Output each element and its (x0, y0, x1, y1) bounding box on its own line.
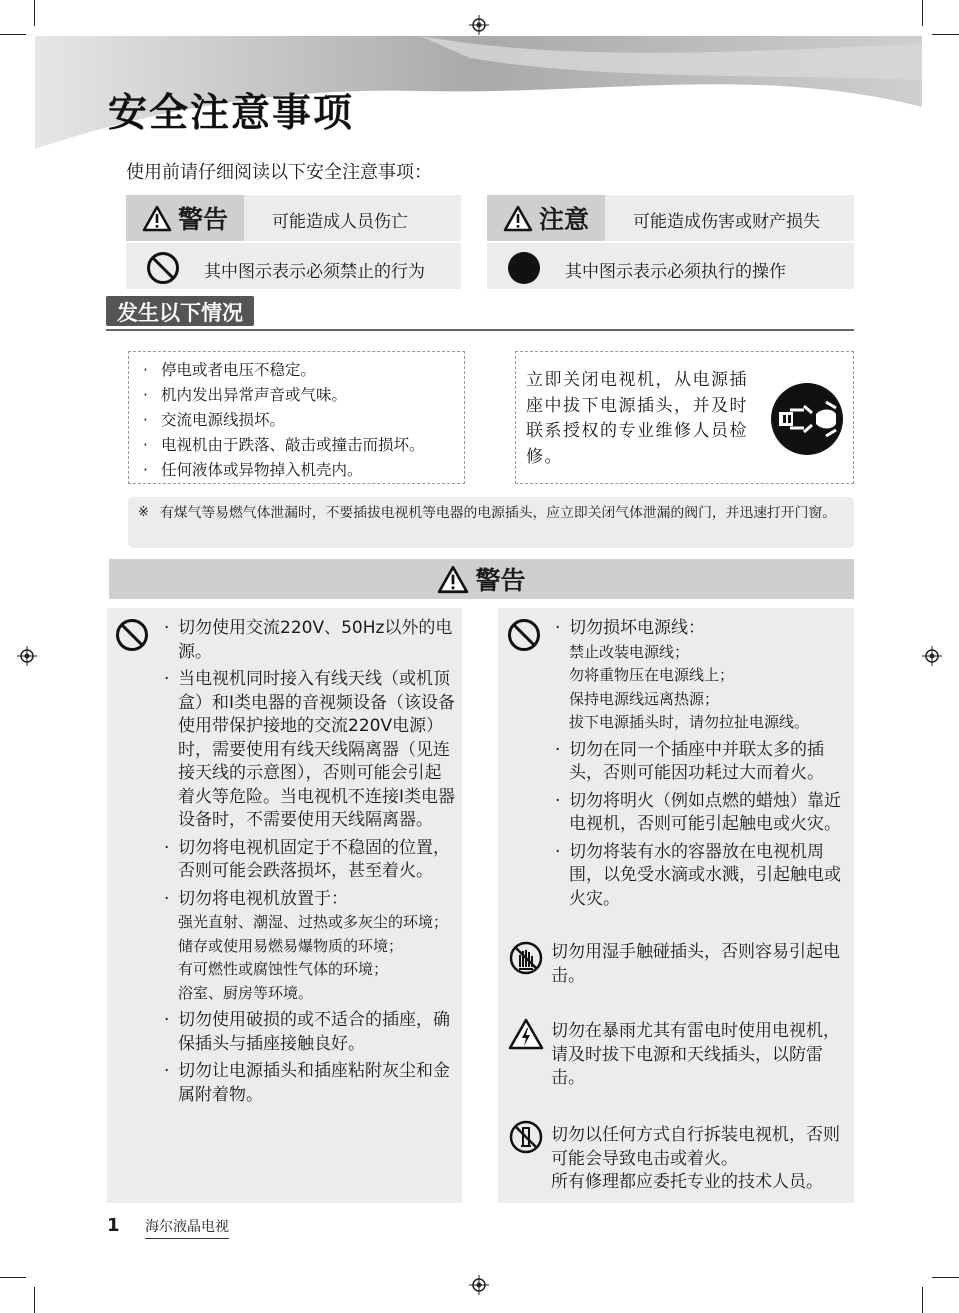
disassemble-text: 切勿以任何方式自行拆装电视机，否则可能会导致电击或着火。 (551, 1125, 840, 1169)
crop-mark (34, 1287, 35, 1313)
prohibition-desc: 其中图示表示必须禁止的行为 (204, 262, 425, 282)
registration-mark-icon (922, 646, 942, 666)
registration-mark-icon (469, 1275, 489, 1295)
prohibition-icon (507, 618, 541, 652)
situations-list (143, 358, 425, 483)
mandatory-desc: 其中图示表示必须执行的操作 (565, 262, 786, 282)
warning-tag (126, 195, 244, 241)
situations-list-box (128, 351, 465, 484)
crop-mark (0, 1277, 26, 1278)
list-item: · 机内发出异常声音或气味。 (143, 383, 425, 408)
warning-right-column (498, 608, 854, 1203)
section-divider (106, 329, 854, 331)
warning-triangle-icon (503, 205, 533, 232)
warning-header (109, 559, 854, 599)
sub-item: 保持电源线远离热源； (569, 689, 720, 708)
item-text: 切勿将装有水的容器放在电视机周围，以免受水滴或水溅，引起触电或火灾。 (569, 841, 841, 909)
note-mark: ※ (138, 505, 149, 520)
list-item: · 交流电源线损坏。 (143, 408, 425, 433)
no-wet-hands-icon (509, 941, 543, 975)
mandatory-action-icon (507, 251, 541, 285)
list-item (164, 668, 456, 833)
crop-mark (932, 1277, 959, 1278)
registration-mark-icon (469, 15, 489, 35)
item-text: 切勿让电源插头和插座粘附灰尘和金属附着物。 (178, 1061, 450, 1105)
lightning-tip: 切勿在暴雨尤其有雷电时使用电视机，请及时拔下电源和天线插头，以防雷击。 (551, 1021, 840, 1088)
page-number: 1 (107, 1215, 120, 1236)
list-item (164, 617, 456, 664)
gas-leak-note (128, 497, 854, 548)
sub-item: 有可燃性或腐蚀性气体的环境； (178, 960, 389, 978)
item-text: 切勿将电视机放置于： (178, 888, 348, 909)
warning-triangle-icon (437, 565, 469, 594)
intro-text: 使用前请仔细阅读以下安全注意事项： (126, 162, 432, 183)
warning-header-title: 警告 (475, 566, 526, 595)
sub-item: 禁止改装电源线； (569, 642, 690, 661)
item-text: 切勿损坏电源线： (569, 618, 705, 638)
item-text: 当电视机同时接入有线天线（或机顶盒）和Ⅰ类电器的音视频设备（该设备使用带保护接地的交流220V电源）时，需要使用有线天线隔离器（见连接天线的示意图），否则可能会引起着火等危险。当电视机不连接Ⅰ类电器设备时，不需要使用天线隔离器。 (178, 669, 456, 830)
crop-mark (34, 0, 35, 26)
caution-tag (487, 195, 605, 241)
warning-left-column (107, 608, 462, 1203)
list-item (555, 790, 847, 837)
sub-list (178, 911, 456, 1005)
note-text: 有煤气等易燃气体泄漏时，不要插拔电视机等电器的电源插头，应立即关闭气体泄漏的阀门，并迅速打开门窗。 (160, 505, 837, 521)
action-text: 立即关闭电视机，从电源插座中拔下电源插头，并及时联系授权的专业维修人员检修。 (526, 370, 748, 467)
situations-label: 发生以下情况 (106, 296, 254, 326)
caution-tag-label: 注意 (538, 205, 589, 234)
prohibition-icon (146, 251, 180, 285)
sub-item: 储存或使用易燃易爆物质的环境； (178, 936, 404, 955)
warning-triangle-icon (142, 205, 172, 232)
list-item (555, 617, 847, 735)
list-item (164, 1009, 456, 1056)
list-item (555, 739, 847, 786)
registration-mark-icon (17, 646, 37, 666)
wet-hands-tip: 切勿用湿手触碰插头，否则容易引起电击。 (551, 942, 840, 986)
list-item: · 任何液体或异物掉入机壳内。 (143, 458, 425, 483)
sub-item: 勿将重物压在电源线上； (569, 666, 735, 684)
legend-warning (126, 195, 461, 289)
sub-list (569, 641, 847, 735)
list-item: · 电视机由于跌落、敲击或撞击而损坏。 (143, 433, 425, 458)
crop-mark (932, 34, 959, 35)
crop-mark (922, 0, 923, 26)
crop-mark (922, 1287, 923, 1313)
item-text: 切勿将电视机固定于不稳固的位置，否则可能会跌落损坏，甚至着火。 (178, 837, 450, 881)
unplug-icon (770, 382, 844, 456)
sub-item: 拔下电源插头时，请勿拉扯电源线。 (569, 713, 810, 731)
prohibition-icon (115, 618, 149, 652)
disassemble-tip (551, 1124, 843, 1195)
lightning-warning-icon (508, 1018, 544, 1050)
repair-text: 所有修理都应委托专业的技术人员。 (551, 1172, 823, 1192)
item-text: 切勿在同一个插座中并联太多的插头，否则可能因功耗过大而着火。 (569, 739, 824, 783)
list-item (164, 837, 456, 884)
left-warning-list (164, 617, 456, 1111)
page-title: 安全注意事项 (108, 91, 355, 136)
crop-mark (0, 34, 26, 35)
legend-caution (487, 195, 854, 289)
action-box (515, 351, 854, 484)
no-disassemble-icon (509, 1120, 543, 1154)
list-item (555, 841, 847, 912)
warning-desc: 可能造成人员伤亡 (272, 212, 408, 232)
sub-item: 强光直射、潮湿、过热或多灰尘的环境； (178, 913, 449, 931)
item-text: 切勿使用交流220V、50Hz以外的电源。 (178, 618, 453, 662)
list-item (164, 888, 456, 1006)
right-warning-list (555, 617, 847, 915)
item-text: 切勿将明火（例如点燃的蜡烛）靠近电视机，否则可能引起触电或火灾。 (569, 790, 841, 834)
caution-desc: 可能造成伤害或财产损失 (633, 212, 820, 232)
sub-item: 浴室、厨房等环境。 (178, 983, 314, 1002)
list-item: · 停电或者电压不稳定。 (143, 358, 425, 383)
footer-brand: 海尔液晶电视 (145, 1216, 229, 1239)
item-text: 切勿使用破损的或不适合的插座，确保插头与插座接触良好。 (178, 1010, 450, 1054)
warning-tag-label: 警告 (177, 205, 228, 234)
list-item (164, 1060, 456, 1107)
